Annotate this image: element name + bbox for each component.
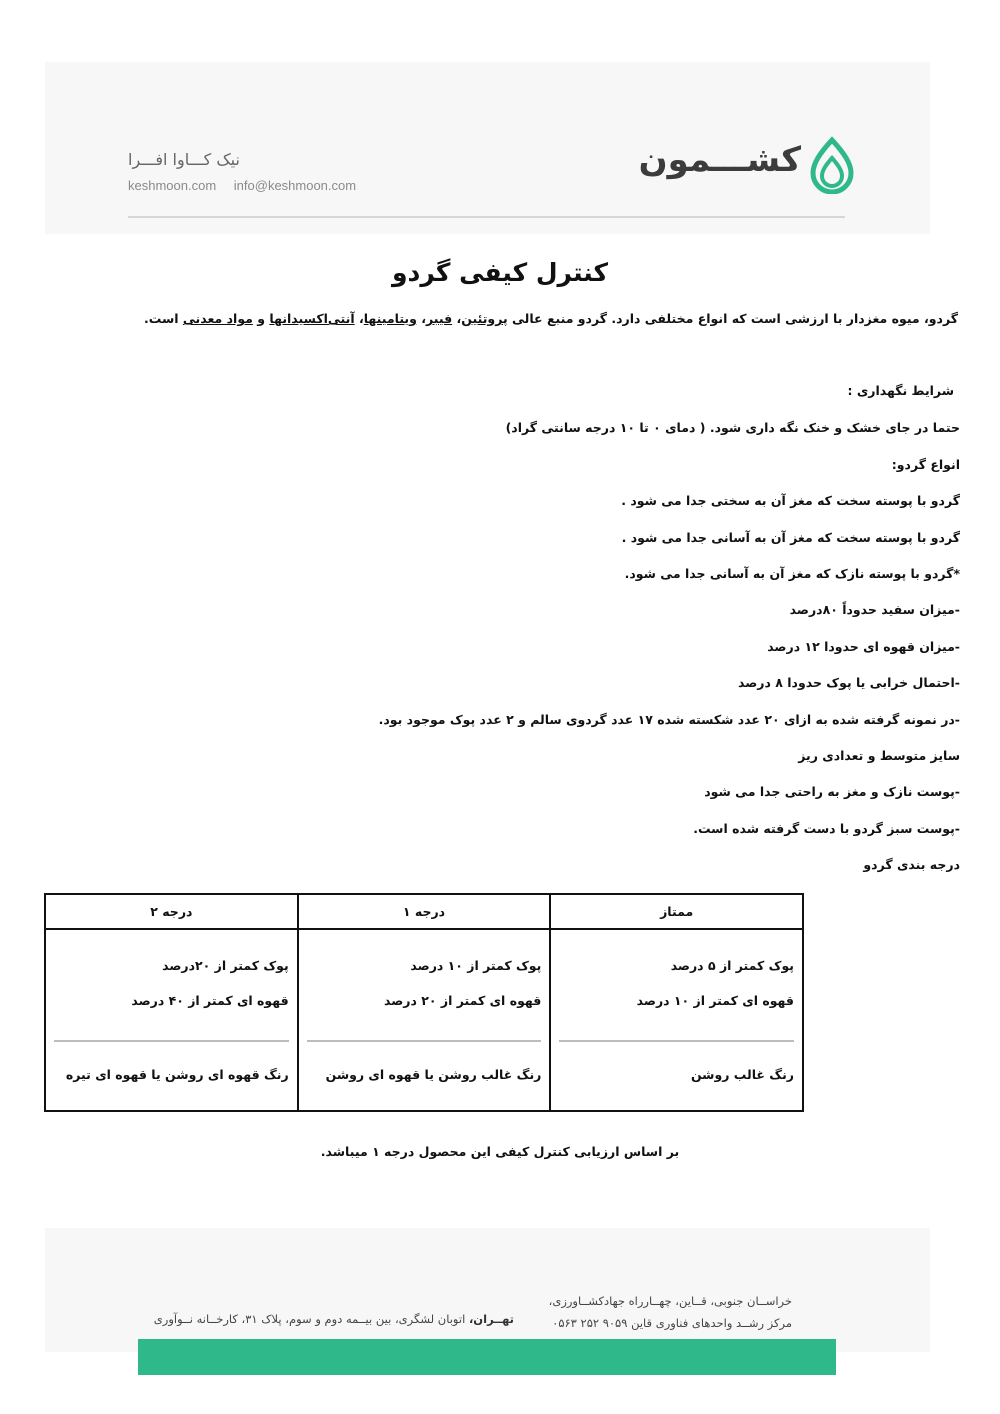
keyword-antioxidants: آنتی‌اکسیدانها (269, 311, 355, 326)
table-cell-grade-2 (45, 929, 298, 1111)
column-header-grade-1: درجه ۱ (298, 894, 551, 929)
table-cell-excellent (550, 929, 803, 1111)
separator: ، (416, 311, 426, 326)
cell-divider (559, 1040, 794, 1042)
storage-conditions: حتما در جای خشک و خنک نگه داری شود. ( دمای ۰ تا ۱۰ درجه سانتی گراد) (505, 420, 960, 435)
header-divider (128, 216, 845, 218)
cell-text: قهوه ای کمتر از ۴۰ درصد (131, 993, 289, 1008)
brand-logo (638, 132, 855, 202)
address-line: خراســان جنوبی، قــاین، چهــارراه جهادکشــاورزی، (548, 1294, 792, 1308)
address-south-khorasan (549, 1290, 792, 1334)
spec-item: -میزان سفید حدوداً ۸۰درصد (789, 602, 960, 617)
type-item: *گردو با پوسته نازک که مغز آن به آسانی جدا می شود. (624, 566, 960, 581)
spec-item: -در نمونه گرفته شده به ازای ۲۰ عدد شکسته شده ۱۷ عدد گردوی سالم و ۲ عدد پوک موجود بود. (378, 712, 960, 727)
grading-heading: درجه بندی گردو (863, 857, 960, 872)
cell-divider (54, 1040, 289, 1042)
cell-text: پوک کمتر از ۵ درصد (670, 958, 794, 973)
cell-text: رنگ غالب روشن (690, 1067, 794, 1082)
conclusion-text: بر اساس ارزیابی کنترل کیفی این محصول درجه ۱ میباشد. (320, 1144, 680, 1159)
table-cell-grade-1 (298, 929, 551, 1111)
footer-accent-bar (138, 1339, 836, 1375)
cell-text: پوک کمتر از ۱۰ درصد (410, 958, 542, 973)
spec-item: -احتمال خرابی یا پوک حدودا ۸ درصد (738, 675, 960, 690)
spec-item: -پوست نازک و مغز به راحتی جدا می شود (704, 784, 960, 799)
conjunction: و (252, 311, 270, 326)
cell-text: قهوه ای کمتر از ۱۰ درصد (636, 993, 794, 1008)
keyword-minerals: مواد معدنی (182, 311, 253, 326)
keyword-fiber: فیبر (426, 311, 453, 326)
column-header-grade-2: درجه ۲ (45, 894, 298, 929)
company-links (128, 178, 356, 193)
website-link[interactable]: keshmoon.com (128, 178, 217, 193)
page-title: کنترل کیفی گردو (391, 258, 609, 287)
address-city: تهــران، (468, 1312, 514, 1326)
keyword-vitamins: ویتامینها (363, 311, 417, 326)
cell-text: پوک کمتر از ۲۰درصد (162, 958, 289, 973)
cell-divider (307, 1040, 542, 1042)
address-line: مرکز رشــد واحدهای فناوری قاین ۹۰۵۹ ۲۵۲ ۰۵۶۳ (552, 1316, 792, 1330)
address-line: اتوبان لشگری، بین بیــمه دوم و سوم، پلاک ۳۱، کارخــانه نــوآوری (153, 1312, 469, 1326)
email-link[interactable]: info@keshmoon.com (233, 178, 357, 193)
cell-text: رنگ قهوه ای روشن یا قهوه ای تیره (65, 1067, 289, 1082)
spec-item: سایز متوسط و تعدادی ریز (798, 748, 960, 763)
footer-band (45, 1228, 930, 1352)
column-header-excellent: ممتاز (550, 894, 803, 929)
intro-text: گردو، میوه مغزدار با ارزشی است که انواع مختلفی دارد. گردو منبع عالی (507, 311, 958, 326)
cell-text: قهوه ای کمتر از ۲۰ درصد (384, 993, 542, 1008)
intro-paragraph (40, 311, 958, 326)
logo-wordmark: کشـــمون (638, 140, 801, 180)
address-tehran (154, 1312, 514, 1326)
separator: ، (354, 311, 364, 326)
type-item: گردو با پوسته سخت که مغز آن به سختی جدا می شود . (621, 493, 960, 508)
type-item: گردو با پوسته سخت که مغز آن به آسانی جدا می شود . (621, 530, 960, 545)
cell-text: رنگ غالب روشن یا قهوه ای روشن (325, 1067, 542, 1082)
intro-end: است. (143, 311, 183, 326)
keyword-protein: پروتئین (461, 311, 508, 326)
company-name: نیک کـــاوا افـــرا (128, 150, 240, 169)
spec-item: -میزان قهوه ای حدودا ۱۲ درصد (767, 639, 960, 654)
spec-item: -پوست سبز گردو با دست گرفته شده است. (693, 821, 960, 836)
grading-table (44, 893, 804, 1112)
separator: ، (452, 311, 462, 326)
leaf-drop-icon (809, 136, 855, 194)
table-header-row (45, 894, 803, 929)
table-row (45, 929, 803, 1111)
types-heading: انواع گردو: (891, 457, 960, 472)
storage-heading: شرایط نگهداری : (847, 383, 954, 398)
